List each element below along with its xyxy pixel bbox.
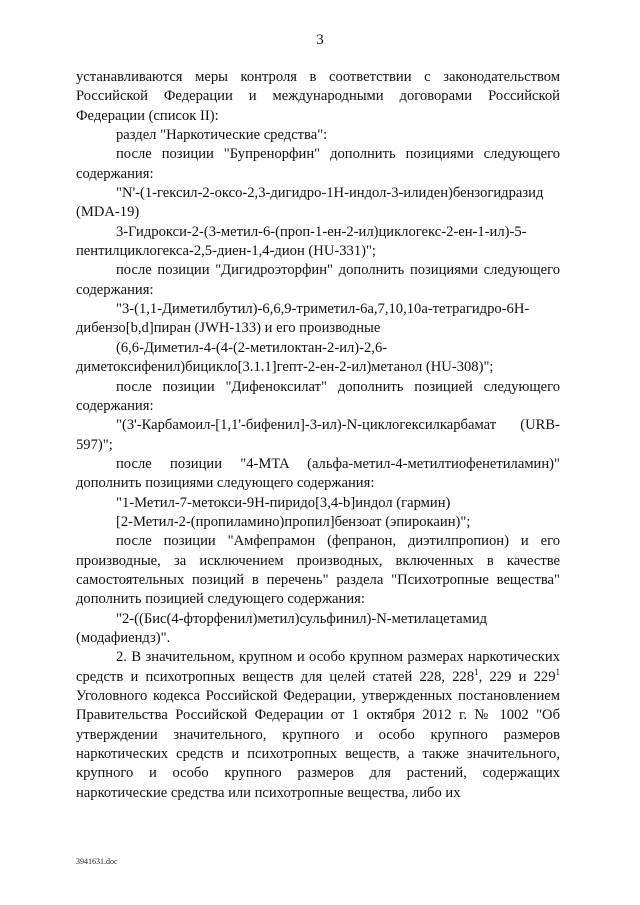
paragraph-modafiendz: "2-((Бис(4-фторфенил)метил)сульфинил)-N-метилацетамид (модафиендз)".: [76, 610, 488, 646]
paragraph-urb-597: "(3'-Карбамоил-[1,1'-бифенил]-3-ил)-N-циклогексилкарбамат (URB-597)";: [76, 417, 560, 453]
paragraph-after-buprenorphine: после позиции "Бупренорфин" дополнить позициями следующего содержания:: [76, 146, 560, 182]
item-2-text-middle: , 229 и 229: [478, 668, 556, 685]
paragraph-after-amfepramone: после позиции "Амфепрамон (фепранон, диэтилпропион) и его производные, за исключением производных, включенных в качестве самостоятельных позиций в перечень" раздела "Психотропные вещества" дополнить позицией следующего содержания:: [76, 533, 560, 608]
paragraph-control-measures: устанавливаются меры контроля в соответствии с законодательством Российской Федерации и международными договорами Российской Федерации (список II):: [76, 69, 560, 124]
document-file-code: 3941631.doc: [76, 857, 118, 866]
paragraph-item-2: [76, 648, 560, 803]
paragraph-hu-308: (6,6-Диметил-4-(4-(2-метилоктан-2-ил)-2,6-диметоксифенил)бицикло[3.1.1]гепт-2-ен-2-ил)метанол (HU-308)";: [76, 339, 494, 376]
superscript-229-1: 1: [555, 666, 561, 677]
paragraph-mda-19: "N'-(1-гексил-2-оксо-2,3-дигидро-1H-индол-3-илиден)бензогидразид (MDA-19): [76, 185, 544, 221]
item-2-text-end: Уголовного кодекса Российской Федерации, утвержденных постановлением Правительства Российской Федерации от 1 октября 2012 г. № 1002 "Об утверждении значительного, крупного и особо крупного размеров наркотических средств и психотропных веществ, а также значительного, крупного и особо крупного размеров для растений, содержащих наркотические средства или психотропные вещества, либо их: [76, 688, 560, 801]
paragraph-section-narcotics: раздел "Наркотические средства":: [116, 127, 328, 144]
superscript-228-1: 1: [474, 666, 479, 677]
page-number: 3: [316, 32, 324, 48]
paragraph-hu-331: 3-Гидрокси-2-(3-метил-6-(проп-1-ен-2-ил)циклогекс-2-ен-1-ил)-5-пентилциклогекса-2,5-диен-1,4-дион (HU-331)";: [76, 223, 527, 260]
item-2-text-start: 2. В значительном, крупном и особо крупном размерах наркотических средств и психотропных веществ для целей статей 228, 228: [76, 649, 560, 685]
paragraph-jwh-133: "3-(1,1-Диметилбутил)-6,6,9-триметил-6а,7,10,10а-тетрагидро-6H-дибензо[b,d]пиран (JWH-133) и его производные: [76, 301, 530, 337]
document-body: [76, 68, 560, 803]
paragraph-after-dihydroetorphine: после позиции "Дигидроэторфин" дополнить позициями следующего содержания:: [76, 262, 560, 298]
paragraph-harmine: "1-Метил-7-метокси-9H-пиридо[3,4-b]индол (гармин): [116, 494, 451, 511]
paragraph-after-4-mta: после позиции "4-MTA (альфа-метил-4-метилтиофенетиламин)" дополнить позициями следующего содержания:: [76, 455, 560, 492]
paragraph-epirocaine: [2-Метил-2-(пропиламино)пропил]бензоат (эпирокаин)";: [116, 513, 471, 530]
paragraph-after-diphenoxylate: после позиции "Дифеноксилат" дополнить позицией следующего содержания:: [76, 378, 560, 414]
